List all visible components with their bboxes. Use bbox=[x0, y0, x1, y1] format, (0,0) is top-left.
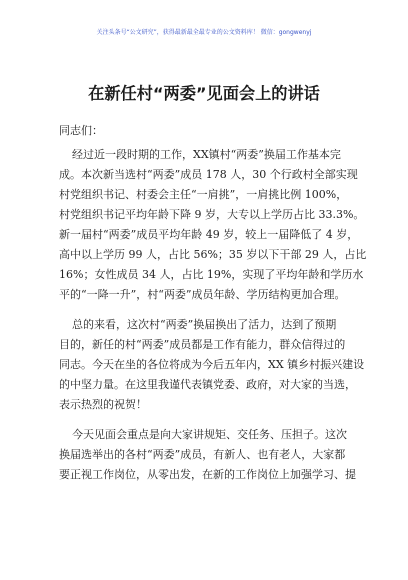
paragraph-line: 要正视工作岗位，从零出发，在新的工作岗位上加强学习、提 bbox=[59, 468, 356, 481]
paragraph-line: 同志。今天在坐的各位将成为今后五年内，XX 镇乡村振兴建设 bbox=[59, 358, 365, 371]
paragraph-line: 今天见面会重点是向大家讲规矩、交任务、压担子。这次 bbox=[72, 428, 347, 441]
paragraph-line: 表示热烈的祝贺！ bbox=[59, 398, 147, 411]
paragraph-line: 目的，新任的村“两委”成员都是工作有能力，群众信得过的 bbox=[59, 338, 346, 351]
paragraph-line: 经过近一段时期的工作，XX镇村“两委”换届工作基本完 bbox=[72, 148, 341, 161]
paragraph-line: 新一届村“两委”成员平均年龄 49 岁，较上一届降低了 4 岁， bbox=[59, 228, 359, 241]
header-banner: 关注头条号“公文研究”，获得最新最全最专业的公文资料库！ 微信：gongwenyj bbox=[96, 29, 312, 36]
paragraph-line: 16%；女性成员 34 人，占比 19%，实现了平均年龄和学历水 bbox=[59, 268, 364, 281]
paragraph-line: 村党组织书记、村委会主任“一肩挑”，一肩挑比例 100%， bbox=[59, 188, 348, 201]
paragraph-line: 村党组织书记平均年龄下降 9 岁，大专以上学历占比 33.3%。 bbox=[59, 208, 365, 221]
paragraph-line: 高中以上学历 99 人，占比 56%；35 岁以下干部 29 人，占比 bbox=[59, 248, 367, 261]
paragraph-line: 总的来看，这次村“两委”换届换出了活力，达到了预期 bbox=[72, 318, 337, 331]
document-title: 在新任村“两委”见面会上的讲话 bbox=[88, 84, 320, 103]
paragraph-line: 平的“一降一升”，村“两委”成员年龄、学历结构更加合理。 bbox=[59, 288, 346, 301]
paragraph-line: 的中坚力量。在这里我谨代表镇党委、政府，对大家的当选， bbox=[59, 378, 356, 391]
greeting: 同志们： bbox=[59, 124, 103, 137]
paragraph-line: 成。本次新当选村“两委”成员 178 人，30 个行政村全部实现 bbox=[59, 168, 358, 181]
paragraph-line: 换届选举出的各村“两委”成员，有新人、也有老人，大家都 bbox=[59, 448, 346, 461]
